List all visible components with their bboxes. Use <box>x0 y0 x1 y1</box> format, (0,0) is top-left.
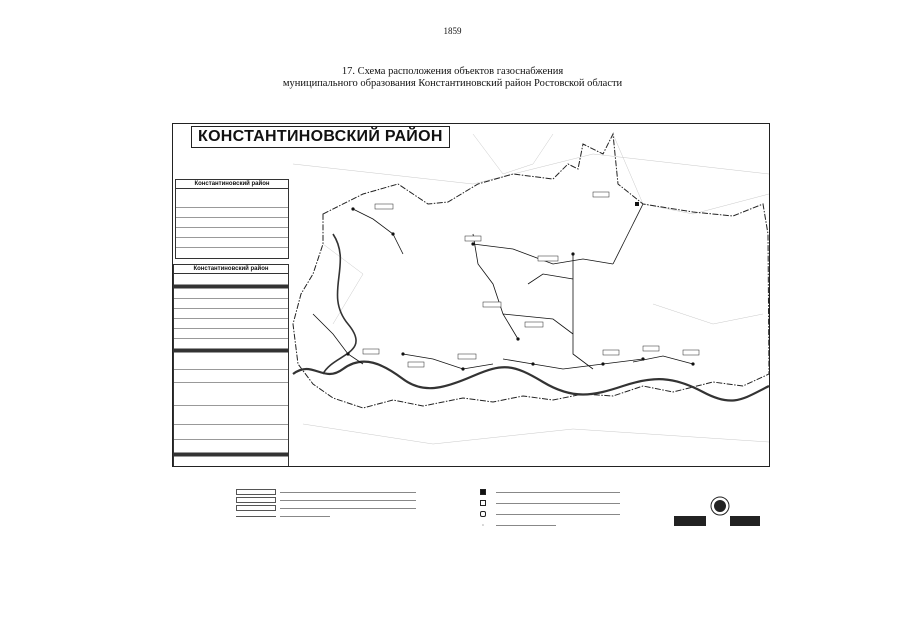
table-row <box>174 353 288 370</box>
gas-pipelines <box>313 204 693 369</box>
legend-lines <box>236 488 416 520</box>
gas-node-icon <box>480 500 486 506</box>
table-row <box>174 383 288 406</box>
gas-station-icon <box>480 489 486 495</box>
pipeline-icon <box>236 497 276 503</box>
table-2-title: Константиновский район <box>174 265 288 274</box>
table-row <box>174 440 288 453</box>
table-row <box>176 238 288 248</box>
table-row <box>174 319 288 329</box>
gas-node-icon <box>480 511 486 517</box>
legend-row <box>236 512 416 520</box>
legend-row <box>480 521 620 529</box>
legend-row <box>480 499 620 507</box>
table-row <box>174 289 288 299</box>
legend-row <box>480 510 620 518</box>
table-row <box>174 274 288 285</box>
district-boundary <box>293 134 769 408</box>
district-title: КОНСТАНТИНОВСКИЙ РАЙОН <box>191 126 450 148</box>
title-line-1: 17. Схема расположения объектов газоснабжения <box>341 66 564 77</box>
legend-row <box>236 496 416 504</box>
legend-row <box>236 504 416 512</box>
river-branch <box>323 234 356 374</box>
map-label-boxes <box>363 192 699 367</box>
compass-icon <box>674 494 760 528</box>
table-row <box>174 309 288 319</box>
map-frame[interactable] <box>172 123 770 467</box>
legend-row <box>236 488 416 496</box>
table-row <box>174 299 288 309</box>
table-row <box>176 228 288 238</box>
table-row <box>176 218 288 228</box>
legend-row <box>480 488 620 496</box>
logos <box>674 494 760 528</box>
table-row <box>174 370 288 383</box>
point-icon: • <box>482 523 484 527</box>
table-row <box>174 406 288 425</box>
legend-symbols <box>480 488 620 529</box>
page-number: 1859 <box>443 26 462 36</box>
table-row <box>176 248 288 257</box>
pipeline-icon <box>236 505 276 511</box>
pipeline-icon <box>236 489 276 495</box>
river <box>293 362 769 401</box>
table-row <box>176 208 288 218</box>
capacity-table-1 <box>175 179 289 259</box>
capacity-table-2 <box>173 264 289 467</box>
table-row <box>174 457 288 466</box>
title-line-2: муниципального образования Константиновский район Ростовской области <box>282 78 623 89</box>
table-row <box>174 425 288 440</box>
settlements <box>346 202 694 371</box>
table-row <box>174 329 288 339</box>
table-row <box>174 339 288 349</box>
page-title <box>0 66 905 90</box>
table-row <box>176 189 288 208</box>
table-1-title: Константиновский район <box>176 180 288 189</box>
topo-texture <box>293 134 769 444</box>
